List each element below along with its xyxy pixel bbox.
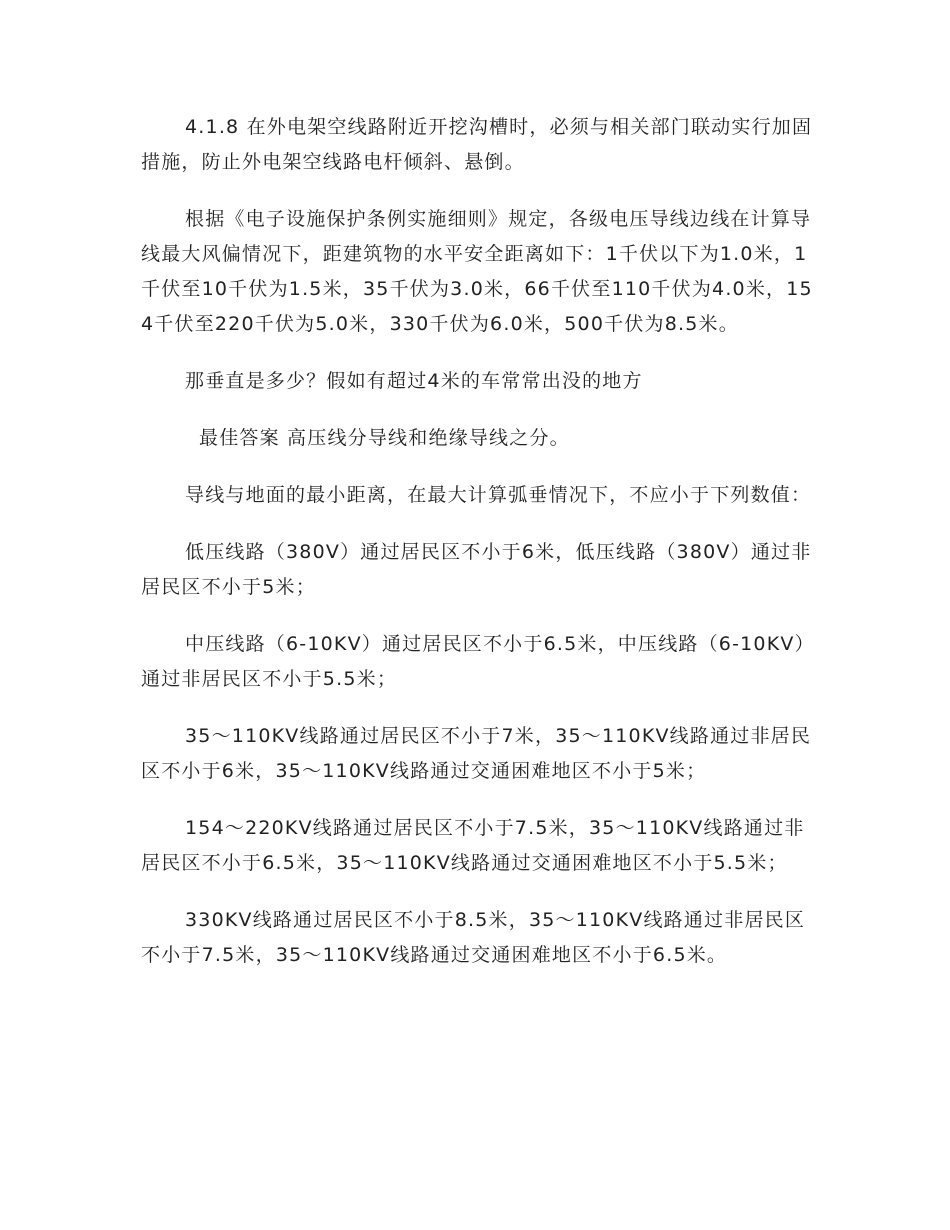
paragraph-low-voltage: 低压线路（380V）通过居民区不小于6米，低压线路（380V）通过非居民区不小于5米； <box>141 541 812 598</box>
paragraph-trench-excavation: 4.1.8 在外电架空线路附近开挖沟槽时，必须与相关部门联动实行加固措施，防止外电架空线路电杆倾斜、悬倒。 <box>141 116 813 173</box>
paragraph-35-110kv: 35～110KV线路通过居民区不小于7米，35～110KV线路通过非居民区不小于6米，35～110KV线路通过交通困难地区不小于5米； <box>141 725 812 782</box>
paragraph-medium-voltage: 中压线路（6-10KV）通过居民区不小于6.5米，中压线路（6-10KV）通过非居民区不小于5.5米； <box>141 633 806 690</box>
paragraph-154-220kv: 154～220KV线路通过居民区不小于7.5米，35～110KV线路通过非居民区不小于6.5米，35～110KV线路通过交通困难地区不小于5.5米； <box>141 817 805 874</box>
paragraph-best-answer: 最佳答案 高压线分导线和绝缘导线之分。 <box>199 427 570 449</box>
paragraph-horizontal-distance: 根据《电子设施保护条例实施细则》规定，各级电压导线边线在计算导线最大风偏情况下，距建筑物的水平安全距离如下：1千伏以下为1.0米，1千伏至10千伏为1.5米，35千伏为3.0米，66千伏至110千伏为4.0米，154千伏至220千伏为5.0米，330千伏为6.0米，500千伏为8.5米。 <box>141 208 813 335</box>
paragraph-330kv: 330KV线路通过居民区不小于8.5米，35～110KV线路通过非居民区不小于7.5米，35～110KV线路通过交通困难地区不小于6.5米。 <box>141 909 806 966</box>
paragraph-ground-distance-intro: 导线与地面的最小距离，在最大计算弧垂情况下，不应小于下列数值： <box>185 484 812 506</box>
document-body <box>141 110 813 995</box>
paragraph-vertical-question: 那垂直是多少？假如有超过4米的车常常出没的地方 <box>185 370 643 392</box>
